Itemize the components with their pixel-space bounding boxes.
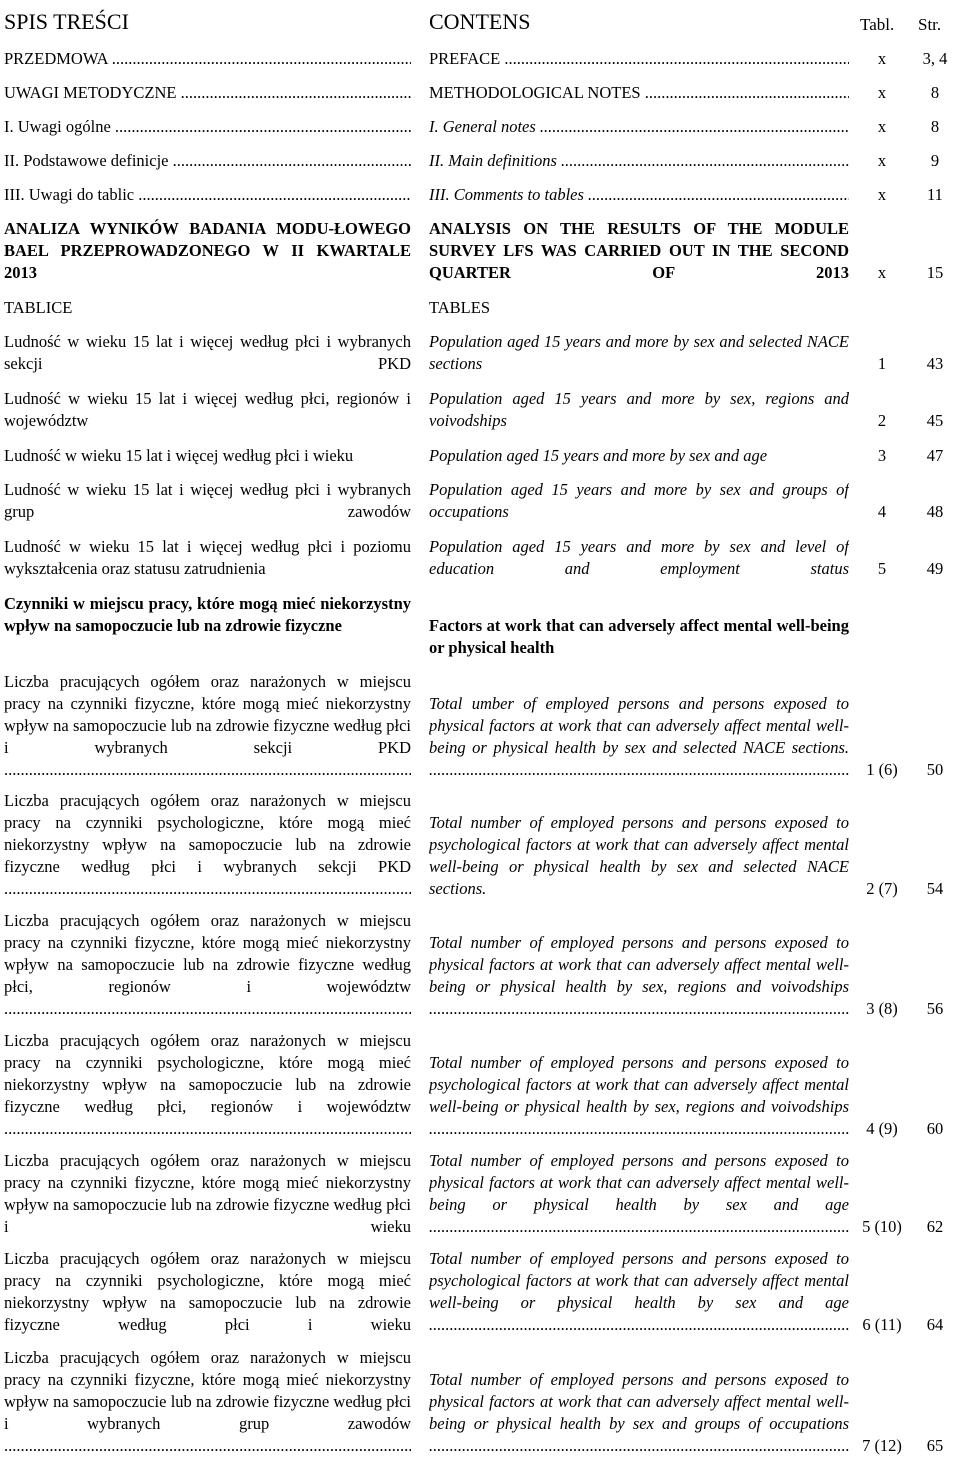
toc-header	[4, 8, 956, 36]
toc-pl-text: III. Uwagi do tablic .....	[4, 184, 411, 206]
toc-pl-text: I. Uwagi ogólne .....	[4, 116, 411, 138]
toc-page: 11	[927, 185, 943, 204]
toc-tabl: 3 (8)	[866, 999, 898, 1018]
toc-tabl: 1	[877, 354, 887, 373]
toc-tabl: x	[877, 263, 887, 282]
factors-heading-en: Factors at work that can adversely affect mental well-being or physical health	[429, 616, 849, 657]
toc-page: 49	[926, 559, 944, 578]
toc-page: 3, 4	[922, 49, 948, 68]
toc-page: 45	[926, 411, 944, 430]
col-tabl-header: Tabl.	[860, 15, 895, 34]
toc-en-text: Total number of employed persons and persons exposed to physical factors at work that can adversely affect mental well-being or physical health by sex and groups of occupations .....	[429, 1370, 849, 1455]
toc-en-text: Total umber of employed persons and persons exposed to physical factors at work that can adversely affect mental well-being or physical health by sex and selected NACE sections. .....	[429, 694, 849, 779]
toc-tabl: 2 (7)	[866, 879, 898, 898]
col-str-header: Str.	[918, 15, 942, 34]
toc-pl-text: Ludność w wieku 15 lat i więcej według płci, regionów i województw .....	[4, 389, 411, 432]
toc-en-text: Total number of employed persons and persons exposed to psychological factors at work that can adversely affect mental well-being or physical health by sex and age .....	[429, 1249, 849, 1334]
toc-pl-text: Liczba pracujących ogółem oraz narażonych w miejscu pracy na czynniki fizyczne, które mogą mieć niekorzystny wpływ na samopoczucie lub na zdrowie fizyczne według płci, regionów i województw .....	[4, 911, 411, 1018]
toc-pl-text: Liczba pracujących ogółem oraz narażonych w miejscu pracy na czynniki fizyczne, które mogą mieć niekorzystny wpływ na samopoczucie lub na zdrowie fizyczne według płci i wybranych sekcji PKD .....	[4, 672, 411, 779]
toc-page: 43	[926, 354, 944, 373]
toc-tabl: 5	[877, 559, 887, 578]
toc-pl-text: Ludność w wieku 15 lat i więcej według płci i poziomu wykształcenia oraz statusu zatrudnienia	[4, 537, 411, 578]
toc-page: 47	[926, 446, 944, 465]
toc-en-text: Total number of employed persons and persons exposed to physical factors at work that can adversely affect mental well-being or physical health by sex, regions and voivodships .....	[429, 933, 849, 1018]
toc-page: 15	[926, 263, 944, 282]
toc-pl-text: Ludność w wieku 15 lat i więcej według płci i wybranych grup zawodów .....	[4, 480, 411, 523]
toc-tabl: 4	[877, 502, 887, 521]
pl-title: SPIS TREŚCI	[4, 9, 129, 34]
toc-en-text: I. General notes .....	[429, 116, 849, 138]
toc-en-text: Total number of employed persons and persons exposed to psychological factors at work that can adversely affect mental well-being or physical health by sex and selected NACE sections. .....	[429, 813, 849, 900]
toc-page: 65	[926, 1436, 944, 1455]
toc-tabl: 7 (12)	[862, 1436, 902, 1455]
toc-tabl: 5 (10)	[862, 1217, 902, 1236]
toc-pl-text: Ludność w wieku 15 lat i więcej według płci i wieku	[4, 446, 354, 465]
toc-pl-text: PRZEDMOWA .....	[4, 48, 411, 70]
toc-en-text: ANALYSIS ON THE RESULTS OF THE MODULE SURVEY LFS WAS CARRIED OUT IN THE SECOND QUARTER OF 2013 .....	[429, 219, 849, 284]
toc-en-text: Total number of employed persons and persons exposed to psychological factors at work that can adversely affect mental well-being or physical health by sex, regions and voivodships .....	[429, 1053, 849, 1138]
toc-pl-text: Liczba pracujących ogółem oraz narażonych w miejscu pracy na czynniki fizyczne, które mogą mieć niekorzystny wpływ na samopoczucie lub na zdrowie fizyczne według płci i wybranych grup zawodów .....	[4, 1348, 411, 1455]
toc-pl-text: Ludność w wieku 15 lat i więcej według płci i wybranych sekcji PKD .....	[4, 332, 411, 375]
toc-tabl: x	[877, 49, 887, 68]
toc-pl-text: Liczba pracujących ogółem oraz narażonych w miejscu pracy na czynniki fizyczne, które mogą mieć niekorzystny wpływ na samopoczucie lub na zdrowie fizyczne według płci i wieku .....	[4, 1151, 411, 1238]
toc-tabl: 4 (9)	[866, 1119, 898, 1138]
toc-tabl: 1 (6)	[866, 760, 898, 779]
toc-en-text: PREFACE .....	[429, 48, 849, 70]
toc-pl-text: Liczba pracujących ogółem oraz narażonych w miejscu pracy na czynniki psychologiczne, które mogą mieć niekorzystny wpływ na samopoczucie lub na zdrowie fizyczne według płci, regionów i województw .....	[4, 1031, 411, 1138]
toc-pl-text: ANALIZA WYNIKÓW BADANIA MODU-ŁOWEGO BAEL PRZEPROWADZONEGO W II KWARTALE 2013 .....	[4, 219, 411, 284]
toc-tabl: 2	[877, 411, 887, 430]
toc-tabl: 6 (11)	[862, 1315, 902, 1334]
toc-page: 8	[930, 83, 940, 102]
toc-pl-text: Liczba pracujących ogółem oraz narażonych w miejscu pracy na czynniki psychologiczne, które mogą mieć niekorzystny wpływ na samopoczucie lub na zdrowie fizyczne według płci i wieku .....	[4, 1249, 411, 1336]
toc-en-text: Population aged 15 years and more by sex, regions and voivodships .....	[429, 389, 849, 432]
toc-page: 56	[926, 999, 944, 1018]
toc-page: 60	[926, 1119, 944, 1138]
tables-heading-en: TABLES	[429, 298, 491, 317]
toc-en-text: METHODOLOGICAL NOTES .....	[429, 82, 849, 104]
toc-en-text: II. Main definitions .....	[429, 150, 849, 172]
toc-en-text: Population aged 15 years and more by sex and level of education and employment status .....	[429, 537, 849, 580]
toc-page: 64	[926, 1315, 944, 1334]
toc-en-text: Total number of employed persons and persons exposed to physical factors at work that can adversely affect mental well-being or physical health by sex and age .....	[429, 1151, 849, 1236]
toc-pl-text: II. Podstawowe definicje .....	[4, 150, 411, 172]
factors-heading-pl: Czynniki w miejscu pracy, które mogą mieć niekorzystny wpływ na samopoczucie lub na zdrowie fizyczne	[4, 594, 411, 635]
toc-en-text: Population aged 15 years and more by sex and groups of occupations .....	[429, 480, 849, 523]
tables-heading-pl: TABLICE	[4, 298, 73, 317]
toc-tabl: x	[877, 83, 887, 102]
toc-page: 8	[930, 117, 940, 136]
toc-page: 62	[926, 1217, 944, 1236]
toc-tabl: x	[877, 185, 887, 204]
toc-page: 50	[926, 760, 944, 779]
toc-page: 54	[926, 879, 944, 898]
toc-pl-text: Liczba pracujących ogółem oraz narażonych w miejscu pracy na czynniki psychologiczne, które mogą mieć niekorzystny wpływ na samopoczucie lub na zdrowie fizyczne według płci i wybranych sekcji PKD .....	[4, 791, 411, 898]
toc-en-text: III. Comments to tables .....	[429, 184, 849, 206]
toc-en-text: Population aged 15 years and more by sex and age	[429, 446, 768, 465]
toc-tabl: x	[877, 117, 887, 136]
toc-pl-text: UWAGI METODYCZNE .....	[4, 82, 411, 104]
toc-page: 9	[930, 151, 940, 170]
en-title: CONTENS	[429, 9, 531, 34]
toc-en-text: Population aged 15 years and more by sex and selected NACE sections .....	[429, 332, 849, 375]
toc-tabl: 3	[877, 446, 887, 465]
toc-page: 48	[926, 502, 944, 521]
toc-tabl: x	[877, 151, 887, 170]
